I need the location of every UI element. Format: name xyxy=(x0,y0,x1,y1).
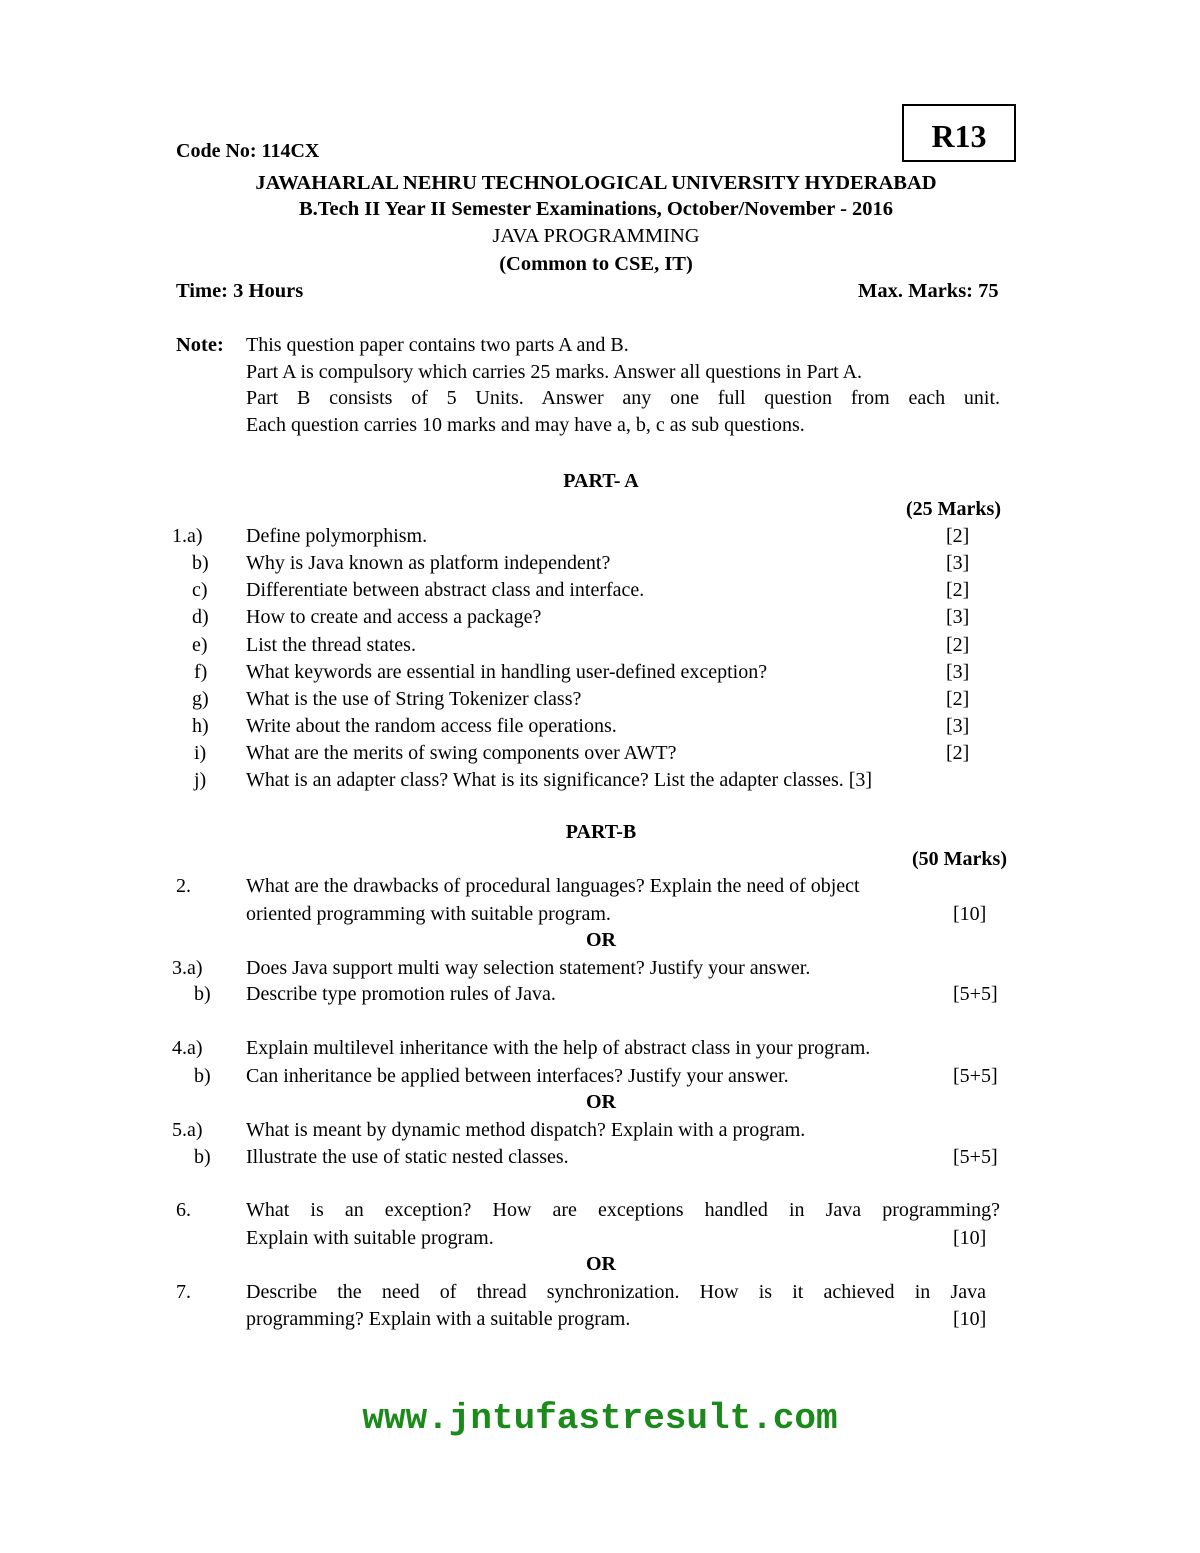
question-text: What is an adapter class? What is its significance? List the adapter classes. [3] xyxy=(246,769,873,791)
part-b-title: PART-B xyxy=(565,821,637,843)
question-number: 7. xyxy=(176,1281,191,1303)
question-number: f) xyxy=(194,661,208,683)
question-marks: [3] xyxy=(946,715,970,737)
question-number: i) xyxy=(194,742,207,764)
question-number: 4.a) xyxy=(172,1037,203,1059)
question-number: b) xyxy=(194,983,211,1005)
question-number: g) xyxy=(192,688,209,710)
question-text: Describe type promotion rules of Java. xyxy=(246,983,556,1005)
question-marks: [2] xyxy=(946,634,970,656)
question-marks: [2] xyxy=(946,742,970,764)
or-separator: OR xyxy=(586,1253,616,1275)
question-marks: [10] xyxy=(953,1308,987,1330)
note-line: Part A is compulsory which carries 25 marks. Answer all questions in Part A. xyxy=(246,361,863,383)
regulation-box xyxy=(902,104,1016,162)
question-marks: [2] xyxy=(946,688,970,710)
question-number: b) xyxy=(194,1146,211,1168)
question-marks: [5+5] xyxy=(953,1146,998,1168)
max-marks: Max. Marks: 75 xyxy=(858,280,999,302)
question-number: 1.a) xyxy=(172,525,203,547)
note-label: Note: xyxy=(176,334,224,356)
question-text: Can inheritance be applied between interfaces? Justify your answer. xyxy=(246,1065,789,1087)
question-text: List the thread states. xyxy=(246,634,416,656)
university-name: JAWAHARLAL NEHRU TECHNOLOGICAL UNIVERSITY HYDERABAD xyxy=(255,172,937,194)
question-text: What is the use of String Tokenizer class? xyxy=(246,688,582,710)
question-number: d) xyxy=(192,606,209,628)
question-text: oriented programming with suitable program. xyxy=(246,903,611,925)
part-b-marks: (50 Marks) xyxy=(912,848,1007,870)
question-text: Why is Java known as platform independent? xyxy=(246,552,611,574)
question-number: 5.a) xyxy=(172,1119,203,1141)
question-number: 6. xyxy=(176,1199,191,1221)
question-text: Does Java support multi way selection statement? Justify your answer. xyxy=(246,957,811,979)
question-text: What are the drawbacks of procedural languages? Explain the need of object xyxy=(246,875,860,897)
time-allowed: Time: 3 Hours xyxy=(176,280,304,302)
question-text: What is meant by dynamic method dispatch? Explain with a program. xyxy=(246,1119,806,1141)
question-marks: [10] xyxy=(953,903,987,925)
question-text: Explain with suitable program. xyxy=(246,1227,494,1249)
question-text: What keywords are essential in handling user-defined exception? xyxy=(246,661,768,683)
question-text: Illustrate the use of static nested classes. xyxy=(246,1146,569,1168)
subject-title: JAVA PROGRAMMING xyxy=(492,225,700,247)
question-number: c) xyxy=(192,579,208,601)
question-marks: [2] xyxy=(946,579,970,601)
exam-title: B.Tech II Year II Semester Examinations, October/November - 2016 xyxy=(298,198,894,220)
question-number: j) xyxy=(194,769,207,791)
question-text: What is an exception? How are exceptions handled in Java programming? xyxy=(246,1199,1000,1221)
question-marks: [2] xyxy=(946,525,970,547)
question-number: h) xyxy=(192,715,209,737)
website-url: www.jntufastresult.com xyxy=(362,1398,838,1439)
question-marks: [10] xyxy=(953,1227,987,1249)
note-line: This question paper contains two parts A and B. xyxy=(246,334,629,356)
note-line: Part B consists of 5 Units. Answer any one full question from each unit. xyxy=(246,387,1000,409)
question-text: How to create and access a package? xyxy=(246,606,542,628)
question-text: programming? Explain with a suitable program. xyxy=(246,1308,631,1330)
question-marks: [5+5] xyxy=(953,1065,998,1087)
question-marks: [3] xyxy=(946,552,970,574)
note-line: Each question carries 10 marks and may have a, b, c as sub questions. xyxy=(246,414,805,436)
question-number: b) xyxy=(194,1065,211,1087)
question-text: Define polymorphism. xyxy=(246,525,428,547)
code-number: Code No: 114CX xyxy=(176,140,320,162)
question-marks: [3] xyxy=(946,606,970,628)
common-to: (Common to CSE, IT) xyxy=(499,253,693,275)
or-separator: OR xyxy=(586,929,616,951)
question-marks: [5+5] xyxy=(953,983,998,1005)
question-number: b) xyxy=(192,552,209,574)
question-text: Describe the need of thread synchronization. How is it achieved in Java xyxy=(246,1281,986,1303)
question-text: Explain multilevel inheritance with the help of abstract class in your program. xyxy=(246,1037,871,1059)
regulation-label: R13 xyxy=(931,118,987,154)
question-text: What are the merits of swing components over AWT? xyxy=(246,742,677,764)
question-text: Write about the random access file operations. xyxy=(246,715,617,737)
or-separator: OR xyxy=(586,1091,616,1113)
question-number: 2. xyxy=(176,875,191,897)
question-text: Differentiate between abstract class and interface. xyxy=(246,579,645,601)
part-a-marks: (25 Marks) xyxy=(906,498,1001,520)
question-number: e) xyxy=(192,634,208,656)
question-number: 3.a) xyxy=(172,957,203,979)
part-a-title: PART- A xyxy=(563,470,639,492)
question-marks: [3] xyxy=(946,661,970,683)
